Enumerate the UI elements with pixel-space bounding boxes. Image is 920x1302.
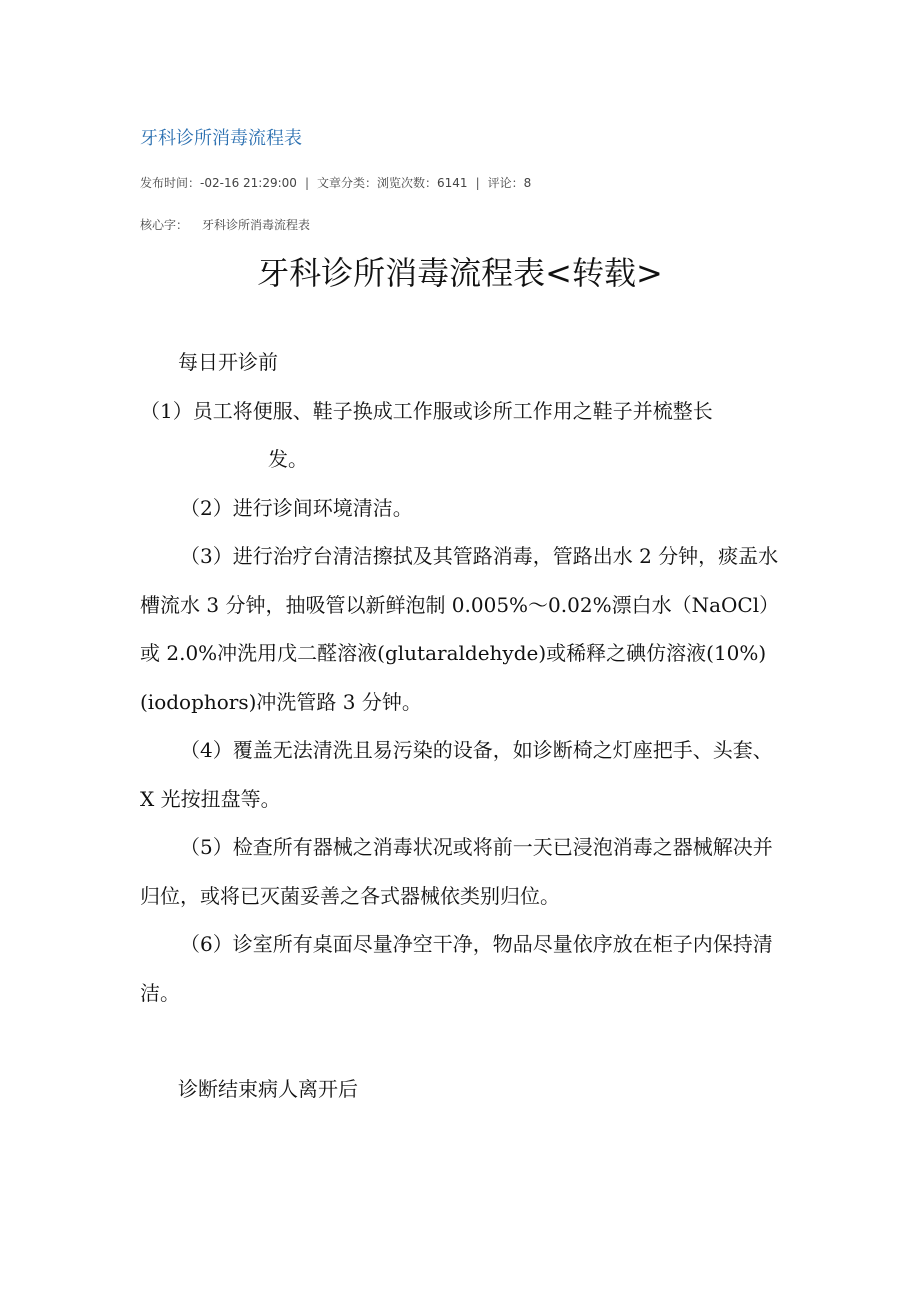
comments-label: 评论： <box>487 176 524 190</box>
section-spacer <box>140 1017 785 1065</box>
list-item-4: （4）覆盖无法清洗且易污染的设备，如诊断椅之灯座把手、头套、X 光按扭盘等。 <box>140 738 773 811</box>
list-item-3: （3）进行治疗台清洁擦拭及其管路消毒，管路出水 2 分钟，痰盂水槽流水 3 分钟，抽吸管以新鲜泡制 0.005%～0.02%漂白水（NaOCl）或 2.0%冲洗用戊二醛溶液(glutaraldehyde)或稀释之碘仿溶液(10%)(iodophors)冲洗管路 3 分钟。 <box>140 544 780 714</box>
keywords-label: 核心字： <box>140 218 189 232</box>
views-value: 6141 <box>437 176 468 190</box>
list-item-2: （2）进行诊间环境清洁。 <box>180 495 413 520</box>
comments-value: 8 <box>523 176 532 190</box>
article-meta <box>140 174 531 191</box>
article-link-title[interactable]: 牙科诊所消毒流程表 <box>140 128 302 149</box>
meta-separator: | <box>475 176 480 190</box>
keywords-value[interactable]: 牙科诊所消毒流程表 <box>202 218 311 232</box>
list-item-1-line1: （1）员工将便服、鞋子换成工作服或诊所工作用之鞋子并梳整长 <box>140 398 713 423</box>
meta-separator: | <box>304 176 309 190</box>
list-item-5: （5）检查所有器械之消毒状况或将前一天已浸泡消毒之器械解决并归位，或将已灭菌妥善之各式器械依类别归位。 <box>140 835 773 908</box>
list-item-6: （6）诊室所有桌面尽量净空干净，物品尽量依序放在柜子内保持清洁。 <box>140 932 773 1005</box>
list-item-1 <box>140 387 785 484</box>
published-value: -02-16 21:29:00 <box>200 176 297 190</box>
section-title-before-opening: 每日开诊前 <box>178 350 278 374</box>
article-keywords <box>140 216 310 233</box>
page-title: 牙科诊所消毒流程表<转载> <box>257 254 663 292</box>
published-label: 发布时间： <box>140 176 201 190</box>
category-label: 文章分类： <box>316 176 377 190</box>
article-body <box>140 338 785 1114</box>
list-item-1-line2: 发。 <box>268 447 308 471</box>
section-title-after-diagnosis: 诊断结束病人离开后 <box>178 1077 358 1101</box>
views-label: 浏览次数： <box>377 176 438 190</box>
